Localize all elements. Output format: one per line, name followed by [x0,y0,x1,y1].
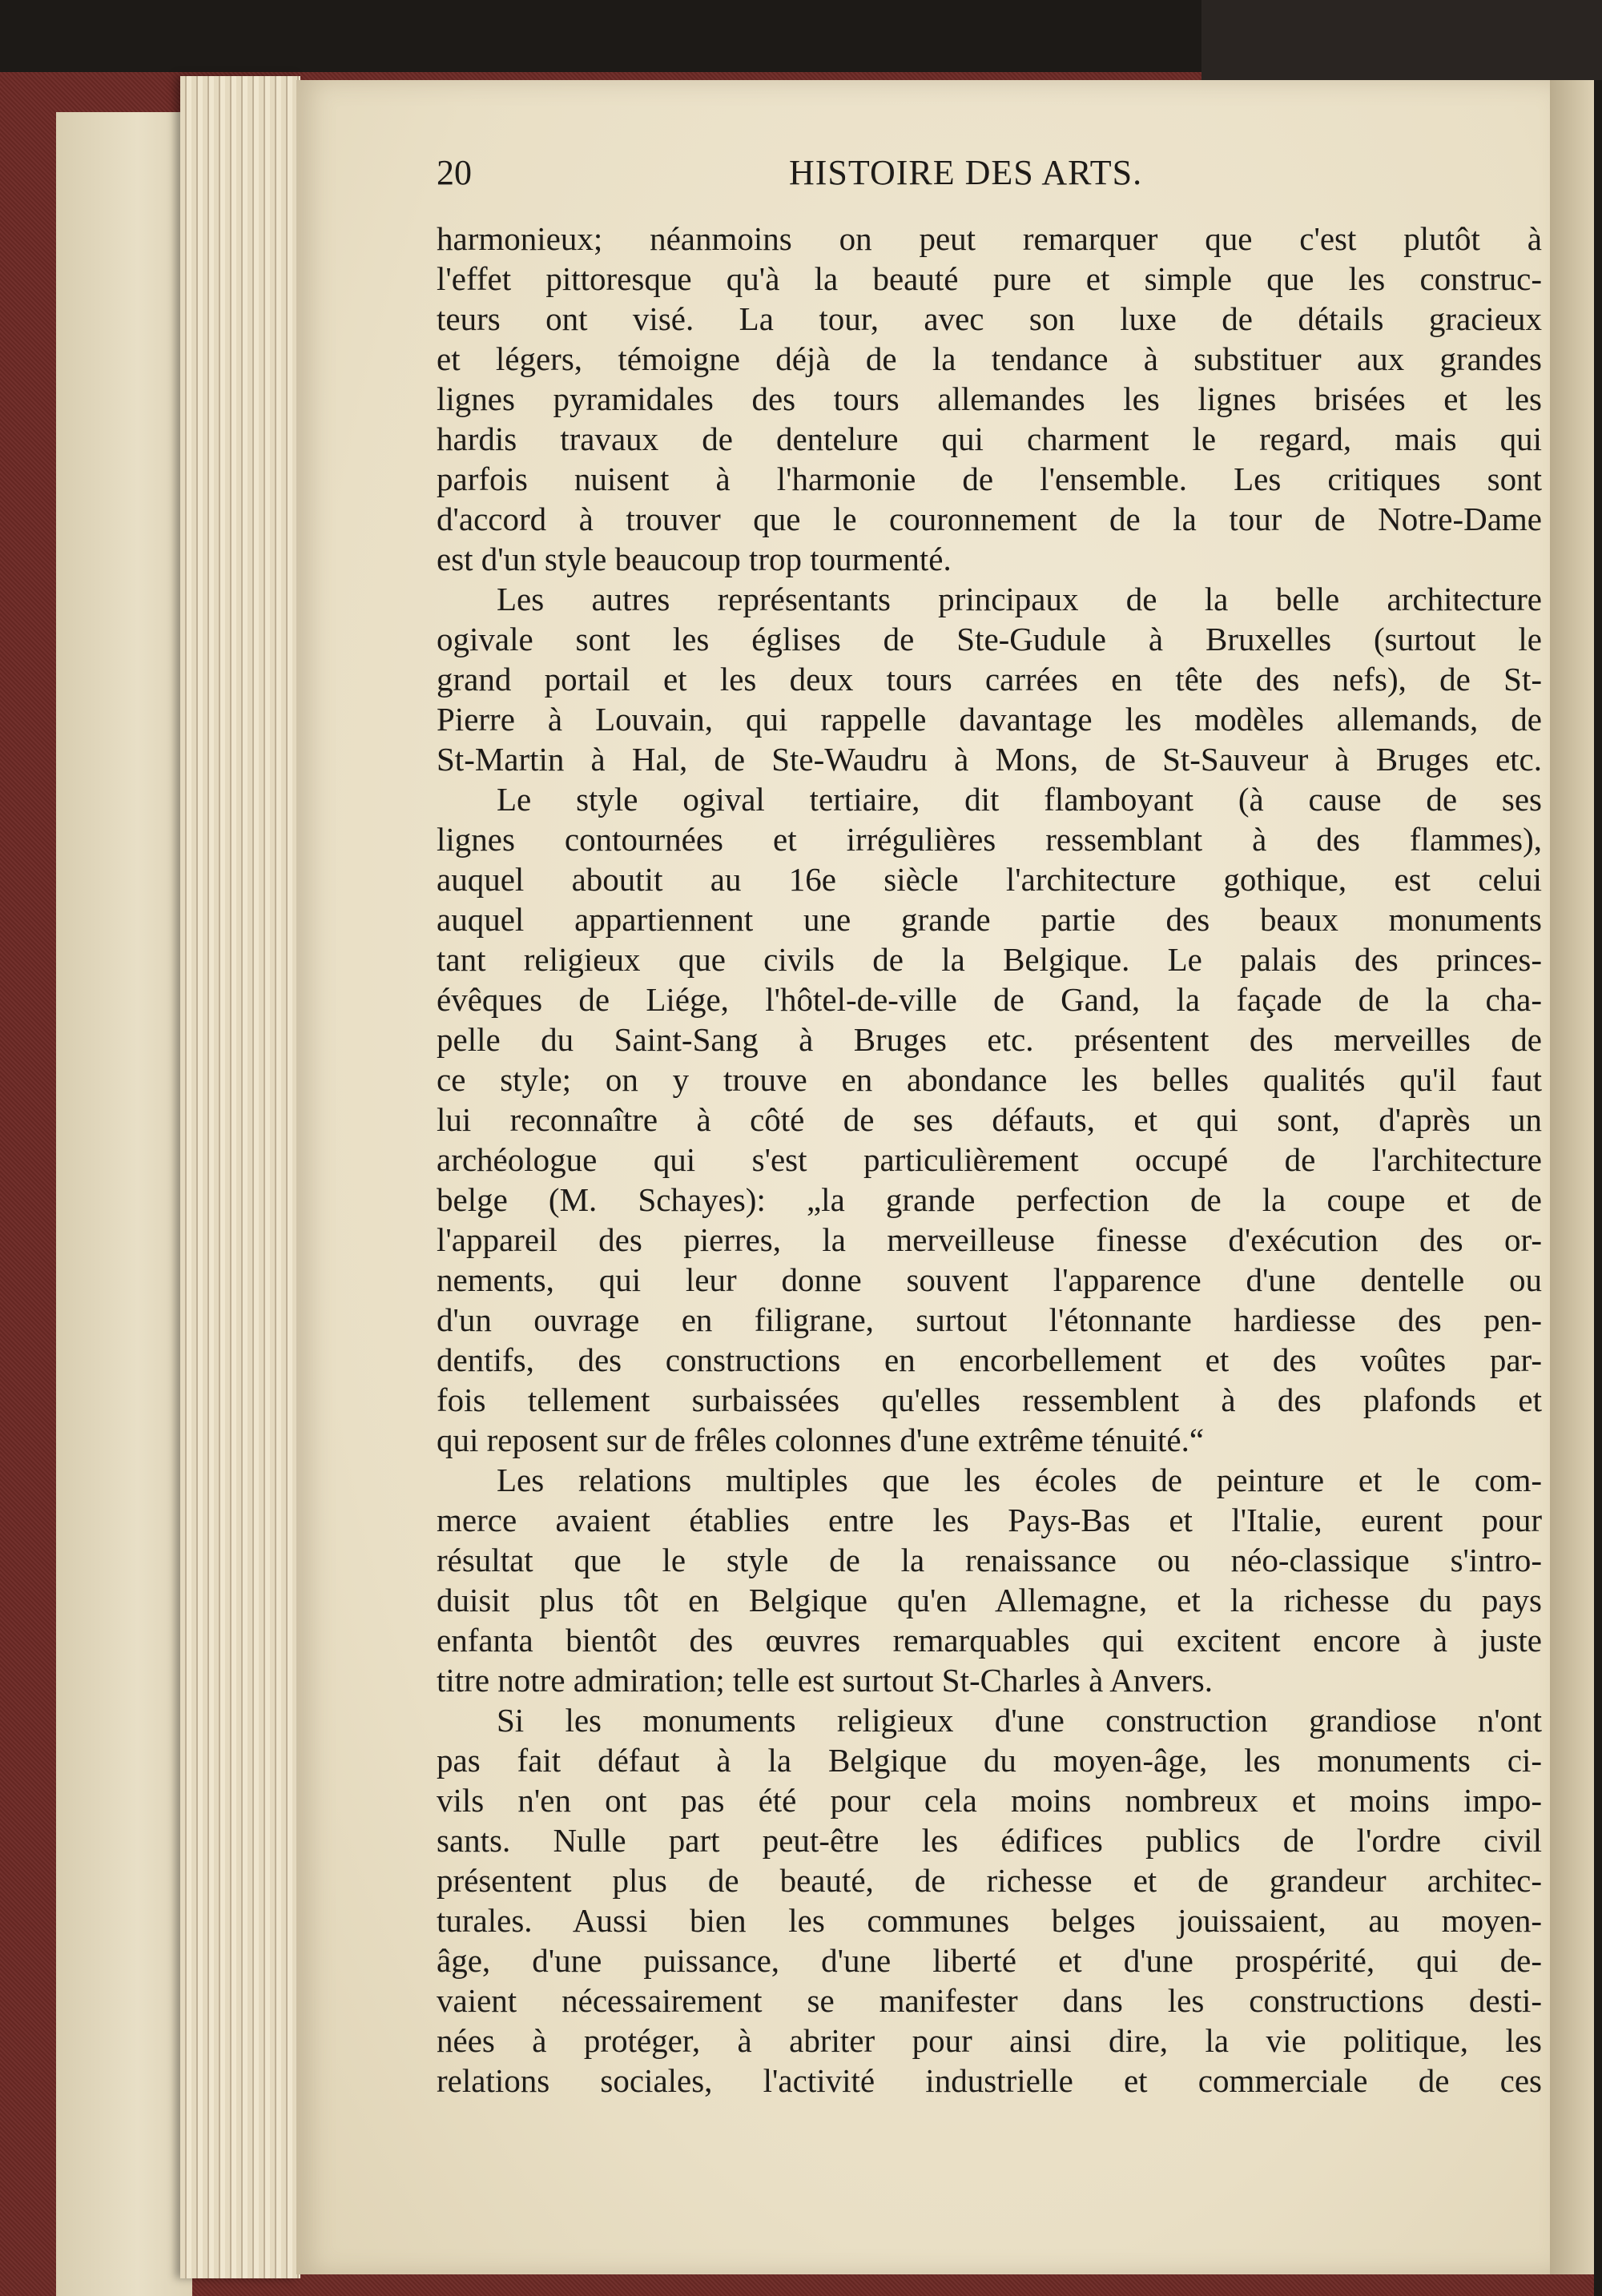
text-line: lui reconnaître à côté de ses défauts, et qui sont, d'après un [437,1101,1542,1138]
text-line: lignes contournées et irrégulières ressemblant à des flammes), [437,821,1542,858]
text-line: sants. Nulle part peut-être les édifices publics de l'ordre civil [437,1822,1542,1859]
text-line: présentent plus de beauté, de richesse et de grandeur architec- [437,1862,1542,1899]
text-line: belge (M. Schayes): „la grande perfection de la coupe et de [437,1181,1542,1218]
text-line: St-Martin à Hal, de Ste-Waudru à Mons, de St-Sauveur à Bruges etc. [437,741,1542,778]
text-line: d'accord à trouver que le couronnement de la tour de Notre-Dame [437,501,1542,537]
text-line: vaient nécessairement se manifester dans les constructions desti- [437,1982,1542,2019]
text-line: duisit plus tôt en Belgique qu'en Allemagne, et la richesse du pays [437,1582,1542,1618]
text-line: dentifs, des constructions en encorbellement et des voûtes par- [437,1341,1542,1378]
text-line: qui reposent sur de frêles colonnes d'une extrême ténuité.“ [437,1421,1205,1458]
page-edges [180,76,300,2278]
text-line: turales. Aussi bien les communes belges jouissaient, au moyen- [437,1902,1542,1939]
text-line: auquel appartiennent une grande partie des beaux monuments [437,901,1542,938]
background-dark [1202,0,1602,80]
text-line: l'effet pittoresque qu'à la beauté pure et simple que les construc- [437,260,1542,297]
text-line: âge, d'une puissance, d'une liberté et d'une prospérité, qui de- [437,1942,1542,1979]
text-line: tant religieux que civils de la Belgique. Le palais des princes- [437,941,1542,978]
text-line: grand portail et les deux tours carrées en tête des nefs), de St- [437,661,1542,698]
running-title: HISTOIRE DES ARTS. [789,153,1143,192]
text-line: Si les monuments religieux d'une construction grandiose n'ont [497,1702,1542,1739]
text-line: vils n'en ont pas été pour cela moins nombreux et moins impo- [437,1782,1542,1819]
text-line: fois tellement surbaissées qu'elles ressemblent à des plafonds et [437,1381,1542,1418]
body-text [437,219,1542,2101]
text-line: relations sociales, l'activité industrielle et commerciale de ces [437,2062,1542,2099]
text-line: l'appareil des pierres, la merveilleuse finesse d'exécution des or- [437,1221,1542,1258]
page-header [437,152,1197,200]
text-line: pas fait défaut à la Belgique du moyen-âge, les monuments ci- [437,1742,1542,1779]
text-line: nées à protéger, à abriter pour ainsi dire, la vie politique, les [437,2022,1542,2059]
text-line: ogivale sont les églises de Ste-Gudule à Bruxelles (surtout le [437,621,1542,657]
text-line: auquel aboutit au 16e siècle l'architecture gothique, est celui [437,861,1542,898]
text-line: Le style ogival tertiaire, dit flamboyant (à cause de ses [497,781,1542,818]
text-line: Les autres représentants principaux de la belle architecture [497,581,1542,617]
text-line: parfois nuisent à l'harmonie de l'ensemble. Les critiques sont [437,460,1542,497]
text-line: titre notre admiration; telle est surtout St-Charles à Anvers. [437,1662,1213,1699]
facing-page-edge [1550,80,1594,2274]
text-line: Les relations multiples que les écoles de peinture et le com- [497,1462,1542,1498]
text-line: évêques de Liége, l'hôtel-de-ville de Gand, la façade de la cha- [437,981,1542,1018]
text-line: harmonieux; néanmoins on peut remarquer que c'est plutôt à [437,220,1542,257]
text-line: lignes pyramidales des tours allemandes les lignes brisées et les [437,380,1542,417]
text-line: est d'un style beaucoup trop tourmenté. [437,541,952,577]
text-line: teurs ont visé. La tour, avec son luxe de détails gracieux [437,300,1542,337]
text-line: enfanta bientôt des œuvres remarquables qui excitent encore à juste [437,1622,1542,1659]
text-line: hardis travaux de dentelure qui charment le regard, mais qui [437,420,1542,457]
text-line: et légers, témoigne déjà de la tendance à substituer aux grandes [437,340,1542,377]
page-number: 20 [437,153,472,192]
text-line: ce style; on y trouve en abondance les belles qualités qu'il faut [437,1061,1542,1098]
text-line: d'un ouvrage en filigrane, surtout l'étonnante hardiesse des pen- [437,1301,1542,1338]
text-line: pelle du Saint-Sang à Bruges etc. présentent des merveilles de [437,1021,1542,1058]
endpaper [56,112,192,2296]
text-line: Pierre à Louvain, qui rappelle davantage les modèles allemands, de [437,701,1542,738]
text-line: nements, qui leur donne souvent l'apparence d'une dentelle ou [437,1261,1542,1298]
text-line: merce avaient établies entre les Pays-Bas et l'Italie, eurent pour [437,1502,1542,1538]
text-line: archéologue qui s'est particulièrement occupé de l'architecture [437,1141,1542,1178]
text-line: résultat que le style de la renaissance ou néo-classique s'intro- [437,1542,1542,1578]
